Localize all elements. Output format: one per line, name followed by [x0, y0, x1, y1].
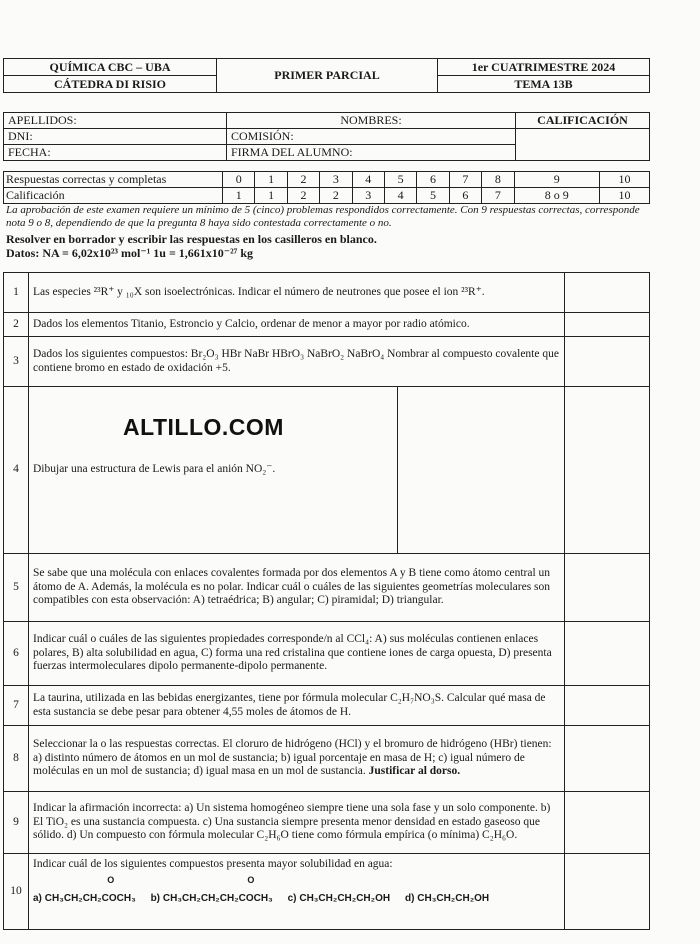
question-10-cell: [29, 854, 565, 930]
question-row: [4, 387, 650, 554]
formula-text: CH₃CH₂CH₂OH: [417, 892, 490, 904]
grading-cell: 9: [514, 172, 599, 188]
question-number: 6: [4, 622, 29, 686]
grading-cell: 1: [255, 188, 287, 204]
question-text: Dados los siguientes compuestos: Br₂O₃ HBr NaBr HBrO₃ NaBrO₂ NaBrO₄ Nombrar al compuesto covalente que contiene bromo en estado de oxidación +5.: [29, 337, 565, 387]
topic: TEMA 13B: [438, 76, 650, 93]
instruction-text: Resolver en borrador y escribir las respuestas en los casilleros en blanco.: [6, 232, 377, 246]
answer-box[interactable]: [565, 622, 650, 686]
calificacion-label: CALIFICACIÓN: [516, 113, 650, 129]
question-text: La taurina, utilizada en las bebidas energizantes, tiene por fórmula molecular C₂H₇NO₃S. Calcular qué masa de esta sustancia se debe pesar para obtener 4,55 moles de átomos de H.: [29, 686, 565, 726]
comision-field[interactable]: COMISIÓN:: [227, 129, 516, 145]
question-row: [4, 273, 650, 313]
grading-row1-label: Respuestas correctas y completas: [4, 172, 223, 188]
grading-cell: 6: [449, 188, 481, 204]
option-formula: [162, 874, 273, 906]
option-b: [150, 874, 273, 906]
answer-box[interactable]: [565, 337, 650, 387]
term: 1er CUATRIMESTRE 2024: [438, 59, 650, 76]
option-letter: c): [287, 892, 297, 904]
question-row: [4, 792, 650, 854]
question-number: 7: [4, 686, 29, 726]
question-row: [4, 554, 650, 622]
question-number: 3: [4, 337, 29, 387]
carbonyl-oxygen: O: [247, 874, 255, 885]
option-d: [405, 892, 489, 906]
answer-box[interactable]: [565, 313, 650, 337]
grading-cell: 2: [320, 188, 352, 204]
grading-cell: 1: [255, 172, 287, 188]
question-text: Dibujar una estructura de Lewis para el anión NO₂⁻.: [29, 387, 398, 553]
grading-table: [3, 171, 650, 204]
option-a: [33, 874, 136, 906]
question-4-inner: [29, 387, 564, 553]
grading-cell: 1: [223, 188, 255, 204]
answer-box[interactable]: [565, 686, 650, 726]
option-letter: a): [33, 892, 42, 904]
question-row: [4, 622, 650, 686]
firma-field[interactable]: FIRMA DEL ALUMNO:: [227, 145, 516, 161]
option-formula: [417, 892, 489, 906]
dni-field[interactable]: DNI:: [4, 129, 227, 145]
grading-cell: 4: [352, 172, 384, 188]
question-row: [4, 337, 650, 387]
answer-box[interactable]: [565, 554, 650, 622]
question-row: [4, 854, 650, 930]
grading-cell: 2: [287, 188, 319, 204]
question-8-text: Seleccionar la o las respuestas correctas. El cloruro de hidrógeno (HCl) y el bromuro de hidrógeno (HBr) tienen: a) distinto número de átomos en un mol de sustancia; b) igual porcentaje en masa de H; c) igual número de moléculas en un mol de sustancia; d) igual masa en un mol de sustancia.: [33, 738, 552, 778]
option-formula: [299, 892, 390, 906]
question-text: Indicar cuál de los siguientes compuestos presenta mayor solubilidad en agua:: [33, 858, 393, 870]
approval-note: La aprobación de este examen requiere un mínimo de 5 (cinco) problemas respondidos correctamente. Con 9 respuestas correctas, corresponde nota 9 o 8, dependiendo de que la pregunta 8 haya sido contestada correctamente o no.: [6, 204, 640, 229]
question-number: 4: [4, 387, 29, 554]
question-row: [4, 726, 650, 792]
grading-cell: 10: [599, 172, 649, 188]
grading-cell: 6: [417, 172, 449, 188]
nombres-field[interactable]: NOMBRES:: [227, 113, 516, 129]
question-text: Las especies ²³R⁺ y ₁₀X son isoelectrónicas. Indicar el número de neutrones que posee el ion ²³R⁺.: [29, 273, 565, 313]
answer-box[interactable]: [565, 854, 650, 930]
student-info: [3, 112, 650, 161]
grading-row2-label: Calificación: [4, 188, 223, 204]
questions-table: [3, 272, 650, 930]
answer-box[interactable]: [565, 273, 650, 313]
option-letter: b): [150, 892, 161, 904]
institution: QUÍMICA CBC – UBA: [4, 59, 217, 76]
question-text: Se sabe que una molécula con enlaces covalentes formada por dos elementos A y B tiene como átomo central un átomo de A. Además, la molécula es no polar. Indicar cuál o cuáles de las siguientes geometrías moleculares son compatibles con esta observación: A) tetraédrica; B) angular; C) piramidal; D) triangular.: [29, 554, 565, 622]
question-row: [4, 686, 650, 726]
grading-cell: 3: [320, 172, 352, 188]
question-4-cell: [29, 387, 565, 554]
grading-cell: 8: [482, 172, 514, 188]
exam-header: [3, 58, 650, 93]
option-formula: [44, 874, 136, 906]
grading-cell: 5: [384, 172, 416, 188]
grading-cell: 5: [417, 188, 449, 204]
option-c: [288, 892, 391, 906]
grading-cell: 10: [599, 188, 649, 204]
constants: Datos: NA = 6,02x10²³ mol⁻¹ 1u = 1,661x10⁻²⁷ kg: [6, 246, 254, 260]
grading-cell: 3: [352, 188, 384, 204]
question-number: 8: [4, 726, 29, 792]
grading-cell: 7: [482, 188, 514, 204]
calificacion-box[interactable]: [516, 129, 650, 161]
carbonyl-oxygen: O: [107, 874, 115, 885]
formula-text: CH₃CH₂CH₂CH₂OH: [299, 892, 391, 904]
grading-cell: 0: [223, 172, 255, 188]
grading-cell: 2: [287, 172, 319, 188]
apellidos-field[interactable]: APELLIDOS:: [4, 113, 227, 129]
grading-cell: 8 o 9: [514, 188, 599, 204]
question-number: 2: [4, 313, 29, 337]
question-text: [29, 726, 565, 792]
formula-text: CH₃CH₂CH₂CH₂COCH₃: [162, 892, 273, 904]
answer-box[interactable]: [565, 726, 650, 792]
question-row: [4, 313, 650, 337]
grading-row-correct: [4, 172, 650, 188]
answer-box[interactable]: [565, 792, 650, 854]
option-letter: d): [404, 892, 415, 904]
chair: CÁTEDRA DI RISIO: [4, 76, 217, 93]
question-number: 9: [4, 792, 29, 854]
grading-cell: 7: [449, 172, 481, 188]
instructions: [6, 232, 651, 260]
question-number: 1: [4, 273, 29, 313]
watermark: ALTILLO.COM: [123, 414, 284, 440]
question-number: 5: [4, 554, 29, 622]
fecha-field[interactable]: FECHA:: [4, 145, 227, 161]
lewis-drawing-area[interactable]: [398, 387, 565, 553]
question-10-options: [33, 874, 560, 906]
question-number: 10: [4, 854, 29, 930]
answer-box[interactable]: [565, 387, 650, 554]
question-text: Indicar la afirmación incorrecta: a) Un sistema homogéneo siempre tiene una sola fase y un solo componente. b) El TiO₂ es una sustancia compuesta. c) Una sustancia siempre presenta menor densidad en estado gaseoso que sólido. d) Un compuesto con fórmula molecular C₂H₆O tiene como fórmula empírica (o mínima) C₂H₆O.: [29, 792, 565, 854]
question-text: Indicar cuál o cuáles de las siguientes propiedades corresponde/n al CCl₄: A) sus moléculas contienen enlaces polares, B) alta solubilidad en agua, C) forma una red cristalina que contiene iones de carga opuesta, D) presenta fuerzas intermoleculares dipolo permanente-dipolo permanente.: [29, 622, 565, 686]
question-text: Dados los elementos Titanio, Estroncio y Calcio, ordenar de menor a mayor por radio atómico.: [29, 313, 565, 337]
grading-row-grade: [4, 188, 650, 204]
formula-text: CH₃CH₂CH₂COCH₃: [44, 892, 136, 904]
question-8-justify: Justificar al dorso.: [368, 765, 461, 778]
exam-title: PRIMER PARCIAL: [217, 59, 438, 93]
grading-cell: 4: [384, 188, 416, 204]
